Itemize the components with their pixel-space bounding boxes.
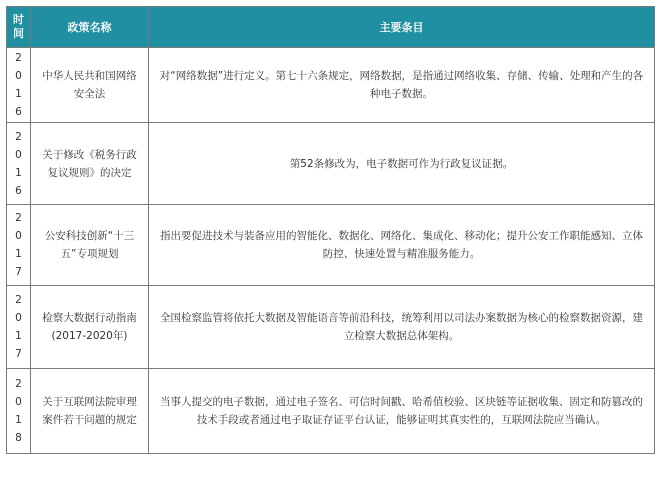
year-cell [7, 286, 31, 369]
year-digit: 2 [15, 378, 22, 390]
policy-name-cell: 关于修改《税务行政复议规则》的决定 [31, 123, 149, 205]
provision-cell: 当事人提交的电子数据，通过电子签名、可信时间戳、哈希值校验、区块链等证据收集、固定和防篡改的技术手段或者通过电子取证存证平台认证，能够证明其真实性的，互联网法院应当确认。 [149, 369, 655, 454]
year-digit: 1 [15, 248, 22, 260]
header-policy-name: 政策名称 [31, 7, 149, 48]
provision-cell: 对“网络数据”进行定义。第七十六条规定，网络数据，是指通过网络收集、存储、传输、处理和产生的各种电子数据。 [149, 48, 655, 123]
year-cell [7, 205, 31, 286]
year-cell [7, 123, 31, 205]
year-digit: 2 [15, 52, 22, 64]
year-digit: 8 [15, 432, 22, 444]
policy-name-cell: 中华人民共和国网络安全法 [31, 48, 149, 123]
year-digit: 6 [15, 184, 22, 197]
year-digit: 0 [15, 230, 22, 242]
year-cell [7, 48, 31, 123]
year-digit: 0 [15, 148, 22, 161]
header-time [7, 7, 31, 48]
year-digit: 2 [15, 130, 22, 143]
table-row [7, 286, 655, 369]
year-digit: 7 [15, 348, 22, 360]
provision-cell: 第52条修改为，电子数据可作为行政复议证据。 [149, 123, 655, 205]
year-digit: 0 [15, 312, 22, 324]
year-digit: 7 [15, 266, 22, 278]
year-digit: 6 [15, 106, 22, 118]
year-digit: 1 [15, 166, 22, 179]
year-digit: 0 [15, 396, 22, 408]
table-row [7, 205, 655, 286]
table-header-row [7, 7, 655, 48]
table-row [7, 123, 655, 205]
year-digit: 1 [15, 88, 22, 100]
provision-cell: 全国检察监管将依托大数据及智能语音等前沿科技，统筹利用以司法办案数据为核心的检察数据资源，建立检察大数据总体架构。 [149, 286, 655, 369]
table-row [7, 48, 655, 123]
policy-name-cell: 检察大数据行动指南(2017-2020年) [31, 286, 149, 369]
year-digit: 2 [15, 212, 22, 224]
header-main-provisions: 主要条目 [149, 7, 655, 48]
year-digit: 1 [15, 330, 22, 342]
header-time-line2: 间 [13, 27, 24, 40]
year-digit: 0 [15, 70, 22, 82]
year-digit: 1 [15, 414, 22, 426]
year-digit: 2 [15, 294, 22, 306]
policy-name-cell: 关于互联网法院审理案件若干问题的规定 [31, 369, 149, 454]
header-time-line1: 时 [13, 13, 24, 26]
policy-table-container [6, 6, 654, 478]
policy-table [6, 6, 655, 454]
policy-name-cell: 公安科技创新“十三五”专项规划 [31, 205, 149, 286]
year-cell [7, 369, 31, 454]
provision-cell: 指出要促进技术与装备应用的智能化、数据化、网络化、集成化、移动化；提升公安工作职能感知、立体防控、快速处置与精准服务能力。 [149, 205, 655, 286]
table-row [7, 369, 655, 454]
